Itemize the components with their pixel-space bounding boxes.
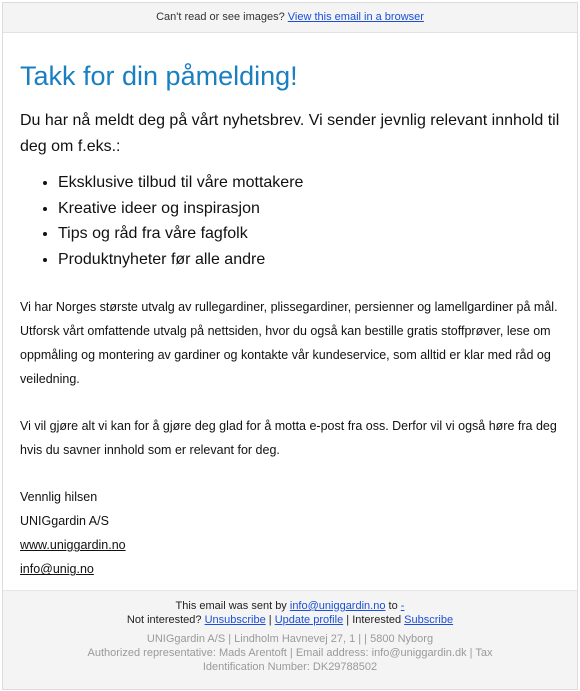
page-title: Takk for din påmelding! <box>20 61 298 91</box>
sender-email-link[interactable]: info@uniggardin.no <box>289 600 386 612</box>
view-in-browser-bar <box>3 3 577 33</box>
subscription-links <box>3 613 577 627</box>
separator: | <box>268 614 272 626</box>
legal-info: Authorized representative: Mads Arentoft | Email address: info@uniggardin.dk | Tax Identification Number: DK29788502 <box>87 647 493 673</box>
to-text: to <box>388 600 398 612</box>
feedback-paragraph: Vi vil gjøre alt vi kan for å gjøre deg glad for å motta e-post fra oss. Derfor vil vi også høre fra deg hvis du savner innhold som er relevant for deg. <box>20 419 557 458</box>
images-notice-text: Can't read or see images? <box>156 11 285 23</box>
list-item: • Tips og råd fra våre fagfolk <box>58 221 560 247</box>
update-profile-link[interactable]: Update profile <box>274 614 344 626</box>
list-item: • Produktnyheter før alle andre <box>58 247 560 273</box>
email-link[interactable]: info@unig.no <box>20 562 94 577</box>
sent-by-line <box>3 599 577 613</box>
signature-company: UNIGgardin A/S <box>20 514 109 529</box>
list-item: • Kreative ideer og inspirasjon <box>58 196 560 222</box>
assortment-paragraph: Vi har Norges største utvalg av rullegardiner, plissegardiner, persienner og lamellgardiner på mål. Utforsk vårt omfattende utvalg på nettsiden, hvor du også kan bestille gratis stoffprøver, lese om oppmåling og montering av gardiner og kontakte vår kundeservice, som alltid er klar med råd og veiledning. <box>20 300 558 387</box>
email-footer <box>3 590 577 689</box>
company-address: UNIGgardin A/S | Lindholm Havnevej 27, 1 | | 5800 Nyborg <box>146 633 434 645</box>
recipient-link[interactable]: - <box>400 600 405 612</box>
signature <box>20 485 560 581</box>
email-frame <box>2 2 578 690</box>
not-interested-text: Not interested? <box>126 614 202 626</box>
intro-text: Du har nå meldt deg på vårt nyhetsbrev. Vi sender jevnlig relevant innhold til deg om f.eks.: <box>20 112 560 155</box>
list-item: • Eksklusive tilbud til våre mottakere <box>58 170 560 196</box>
separator: | <box>346 614 350 626</box>
view-in-browser-link[interactable]: View this email in a browser <box>287 11 424 23</box>
signature-greeting: Vennlig hilsen <box>20 490 98 505</box>
subscribe-link[interactable]: Subscribe <box>404 614 454 626</box>
website-link[interactable]: www.uniggardin.no <box>20 538 126 553</box>
email-body <box>3 58 577 581</box>
interested-text: Interested <box>352 614 402 626</box>
sent-by-text: This email was sent by <box>175 600 287 612</box>
unsubscribe-link[interactable]: Unsubscribe <box>204 614 266 626</box>
feature-list <box>20 170 560 272</box>
